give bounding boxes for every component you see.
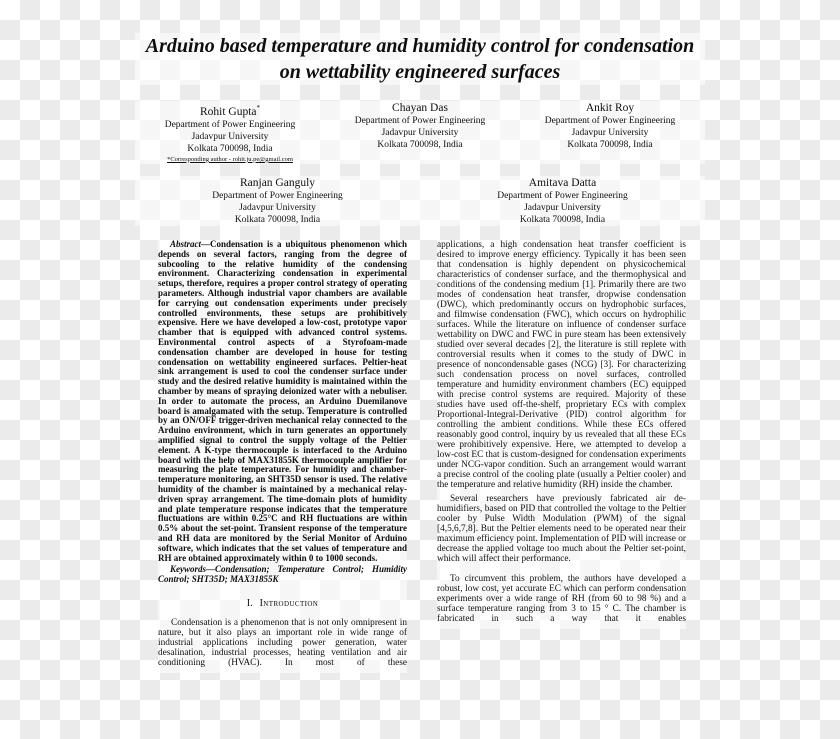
author-name: Chayan Das [392, 102, 448, 114]
right-column [437, 240, 686, 629]
author-city: Kolkata 700098, India [234, 215, 321, 225]
author-university: Jadavpur University [239, 203, 316, 213]
keywords-label: Keywords— [170, 564, 215, 575]
author-block-rohit-gupta [135, 101, 325, 164]
author-university: Jadavpur University [191, 131, 269, 142]
author-department: Department of Power Engineering [164, 119, 296, 130]
abstract-paragraph [158, 240, 407, 563]
author-block-amitava-datta [420, 176, 705, 226]
corresponding-author-note: *Corresponding author - rohit.ju.pe@gmail.com [167, 155, 293, 163]
abstract-label: Abstract— [170, 239, 211, 249]
keywords-text: Condensation; Temperature Control; Humidity Control; SHT35D; MAX31855K [158, 564, 407, 585]
paper-title: Arduino based temperature and humidity control for condensation on wettability engineered surfaces [135, 33, 705, 85]
author-university: Jadavpur University [524, 203, 601, 213]
intro-paragraph-left: Condensation is a phenomenon that is not only omnipresent in nature, but it also plays an important role in wide range of industrial applications including power generation, water desalination, industrial processes, heating ventilation and air conditioning (HVAC). In most of these [158, 617, 407, 668]
author-name: Ankit Roy [585, 102, 635, 114]
author-block-ankit-roy [515, 101, 705, 164]
section-heading-introduction [158, 598, 407, 610]
intro-paragraph-right-1: applications, a high condensation heat transfer coefficient is desired to improve energy efficiency. Typically it has been seen that condensation is highly dependent on physicochemical characteristics of condenser surface, and the thermophysical and conditions of the condensing medium [1]. Primarily there are two modes of condensation heat transfer, dropwise condensation (DWC), which predominantly occurs on hydrophobic surfaces, and filmwise condensation (FWC), which occurs on hydrophilic surfaces. While the literature on influence of condenser surface wettability on DWC and FWC in pure steam has been extensively studied over several decades [2], the literature is still replete with controversial results when it comes to the study of DWC in presence of noncondensable gases (NCG) [3]. For characterizing such condensation process on novel surfaces, controlled temperature and humidity environment chambers (EC) equipped with precise control systems are required. Majority of these studies have used off-the-shelf, proprietary ECs with complex Proportional-Integral-Derivative (PID) control algorithm for controlling the ambient conditions. While these ECs offered reasonably good control, inquiry by us revealed that all these ECs were prohibitively expensive. Here, we attempted to develop a low-cost EC that is custom-designed for condensation experiments under NCG-vapor condition. Such an arrangement would warrant a precise control of the cooling plate (usually a Peltier cooler) and the temperature and relative humidity (RH) inside the chamber. [437, 240, 686, 490]
section-title: Introduction [259, 597, 319, 609]
section-number: I. [246, 597, 253, 609]
author-city: Kolkata 700098, India [187, 143, 273, 154]
intro-paragraph-right-3: To circumvent this problem, the authors have developed a robust, low cost, yet accurate EC which can perform condensation experiments over a wide range of RH (from 60 to 98 %) and a surface temperature ranging from 3 to 15 ° C. The chamber is fabricated in such a way that it enables [437, 574, 686, 624]
authors-row-2 [135, 176, 705, 226]
author-department: Department of Power Engineering [544, 116, 676, 126]
author-city: Kolkata 700098, India [567, 140, 653, 150]
authors-row-1 [135, 101, 705, 164]
author-name: Ranjan Ganguly [239, 177, 316, 189]
author-name [135, 101, 325, 119]
author-city: Kolkata 700098, India [377, 140, 463, 150]
author-department: Department of Power Engineering [497, 191, 628, 201]
left-column [158, 240, 407, 673]
author-department: Department of Power Engineering [354, 116, 486, 126]
author-university: Jadavpur University [381, 128, 459, 138]
author-name: Amitava Datta [528, 177, 597, 189]
author-city: Kolkata 700098, India [519, 215, 606, 225]
author-university: Jadavpur University [571, 128, 649, 138]
keywords-paragraph [158, 565, 407, 585]
abstract-text: Condensation is a ubiquitous phenomenon which depends on several factors, ranging from the degree of subcooling to the relative humidity of the condensing environment. Characterizing condensation in experimental setups, therefore, requires a proper control strategy of operating parameters. Although industrial vapor chambers are available for carrying out condensation experiments under precisely controlled environments, these setups are prohibitively expensive. Here we have developed a low-cost, prototype vapor chamber that is equipped with advanced control systems. Environmental control aspects of a Styrofoam-made condensation chamber are developed in house for testing condensation on wettability engineered surfaces. Peltier-heat sink arrangement is used to cool the condenser surface under study and the desired relative humidity is maintained within the chamber by means of spraying deionized water with a nebuliser. In order to automate the process, an Arduino Duemilanove board is amalgamated with the setup. Temperature is controlled by an ON/OFF trigger-driven mechanical relay connected to the Arduino environment, which in turn generates an opportunely amplified signal to control the supply voltage of the Peltier element. A K-type thermocouple is interfaced to the Arduino board with the help of MAX31855K thermocouple amplifier for measuring the plate temperature. For humidity and chamber-temperature monitoring, an SHT35D sensor is used. The relative humidity of the chamber is maintained by a mechanical relay-driven spray arrangement. The time-domain plots of humidity and plate temperature response indicates that the temperature fluctuations are within 0.25°C and RH fluctuations are within 0.5% about the set-point. Transient response of the temperature and RH data are monitored by the Serial Monitor of Arduino software, which indicates that the set values of temperature and RH are obtained approximately within 0 to 1000 seconds. [158, 239, 407, 563]
author-department: Department of Power Engineering [212, 191, 343, 201]
author-block-ranjan-ganguly [135, 176, 420, 226]
author-block-chayan-das [325, 101, 515, 164]
author-name-text: Rohit Gupta [199, 105, 257, 118]
intro-paragraph-right-2: Several researchers have previously fabricated air de-humidifiers, based on PID that controlled the voltage to the Peltier cooler by Pulse Width Modulation (PWM) of the signal [4,5,6,7,8]. But the Peltier elements need to be operated near their maximum efficiency point. Implementation of PID will increase or decrease the applied voltage too much about the Peltier set-point, which will affect their performance. [437, 494, 686, 564]
corresponding-author-asterisk: * [256, 104, 261, 112]
